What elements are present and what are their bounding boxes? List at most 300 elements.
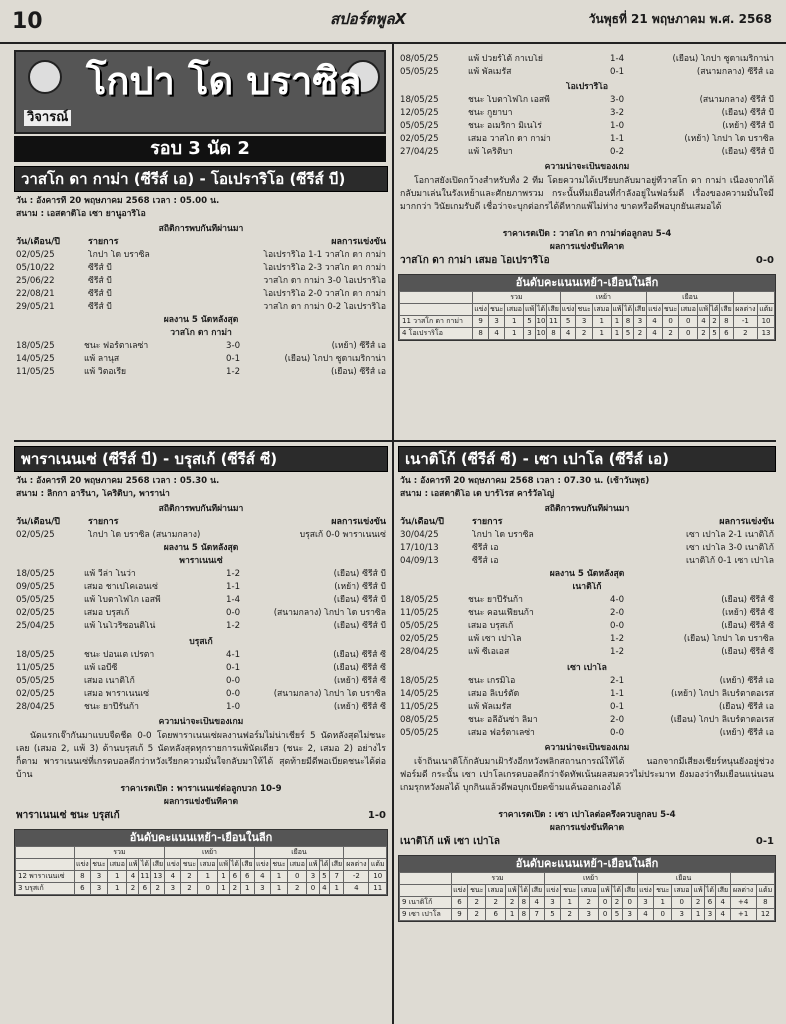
stat-cell: 3 bbox=[165, 883, 181, 895]
team-a-name: วาสโก ดา กาม่า bbox=[170, 328, 232, 338]
form-date: 05/05/25 bbox=[400, 728, 439, 738]
match-title: วาสโก ดา กาม่า (ซีรีส์ เอ) - โอเปราริโอ (ซีรีส์ บี) bbox=[14, 166, 388, 192]
sub-head: เสมอ bbox=[505, 304, 524, 316]
form-competition: (เหย้า) ซีรีส์ ซี bbox=[721, 608, 774, 618]
h2h-result: โอเปราริโอ 2-0 วาสโก ดา กาม่า bbox=[263, 289, 386, 299]
prediction-score: 1-0 bbox=[367, 810, 386, 821]
form-competition: (เยือน) โกปา ซูดาเมริกาน่า bbox=[284, 354, 386, 364]
form-date: 27/04/25 bbox=[400, 147, 439, 157]
stat-cell: 5 bbox=[560, 316, 576, 328]
extra-head bbox=[344, 847, 387, 859]
group-head: รวม bbox=[473, 292, 560, 304]
team-col-head bbox=[16, 847, 75, 859]
col-comp-head: รายการ bbox=[88, 237, 119, 247]
form-date: 18/05/25 bbox=[400, 95, 439, 105]
stat-cell: 8 bbox=[74, 871, 90, 883]
form-competition: (เหย้า) ซีรีส์ ซี bbox=[333, 676, 386, 686]
col-comp-head: รายการ bbox=[472, 517, 503, 527]
stat-cell: 8 bbox=[720, 316, 734, 328]
team-name: 9 เซา เปาโล bbox=[400, 909, 452, 921]
stat-cell: 11 bbox=[139, 871, 151, 883]
stat-cell: 4 bbox=[647, 316, 663, 328]
match-title: เนาติโก้ (ซีรีส์ ซี) - เซา เปาโล (ซีรีส์ เอ) bbox=[398, 446, 776, 472]
stat-cell: 1 bbox=[107, 883, 127, 895]
h2h-competition: ซีรีส์ บี bbox=[88, 263, 112, 273]
standings-table bbox=[398, 274, 776, 341]
sub-head: เสมอ bbox=[672, 885, 692, 897]
outlook-text: นัดแรกเจ๊ากันมาแบบจืดชืด 0-0 โดยพาราเนนเซ่ผลงานฟอร์มไม่น่าเชียร์ 5 นัดหลังสุดไม่ชนะเลย (เสมอ 2, แพ้ 3) ด้านบรุสเก้ 5 นัดหลังสุดทุกรายการแพ้นัดเดียว (ชนะ 2, เสมอ 2) อย่างไรก็ตาม พาราเนนเซ่ที่เกรดบอลดีกว่าหวังเรียกความมั่นใจกลับมาให้ได้ สุดท้ายมีดีพอเบียดชนะได้ต่อบ้าน bbox=[16, 731, 386, 780]
stat-cell: 2 bbox=[181, 871, 198, 883]
form-opponent: แพ้ โนโวริซอนติโน่ bbox=[84, 621, 156, 631]
stat-cell: 8 bbox=[518, 897, 529, 909]
form-score: 0-2 bbox=[610, 147, 625, 157]
form-score: 0-0 bbox=[610, 621, 625, 631]
standings-table bbox=[398, 855, 776, 922]
stat-cell: 5 bbox=[524, 316, 536, 328]
h2h-competition: โกปา โด บราซิล bbox=[472, 530, 534, 540]
form-competition: (สนามกลาง) ซีรีส์ เอ bbox=[696, 67, 774, 77]
prediction-score: 0-1 bbox=[755, 836, 774, 847]
sub-head: แข่ง bbox=[451, 885, 468, 897]
h2h-title: สถิติการพบกันที่ผ่านมา bbox=[544, 504, 630, 514]
form-score: 4-0 bbox=[610, 595, 625, 605]
form-date: 05/05/25 bbox=[16, 595, 55, 605]
form-competition: (เหย้า) โกปา ลิเบร์ตาดอเรส bbox=[671, 689, 774, 699]
h2h-result: โอเปราริโอ 2-3 วาสโก ดา กาม่า bbox=[263, 263, 386, 273]
stat-cell: 11 bbox=[547, 316, 561, 328]
stat-cell: 0 bbox=[623, 897, 638, 909]
sub-head: แต้ม bbox=[369, 859, 387, 871]
stat-cell: 6 bbox=[240, 871, 254, 883]
form-date: 05/05/25 bbox=[400, 121, 439, 131]
team-col-head bbox=[400, 873, 452, 885]
form-competition: (เหย้า) ซีรีส์ เอ bbox=[719, 676, 774, 686]
sub-head: ชนะ bbox=[468, 885, 486, 897]
form-score: 0-0 bbox=[226, 676, 241, 686]
form-date: 09/05/25 bbox=[16, 582, 55, 592]
form-score: 1-2 bbox=[226, 569, 241, 579]
sub-head: ชนะ bbox=[561, 885, 579, 897]
form-opponent: แพ้ ปวยร์โต้ กาเบโย่ bbox=[468, 54, 543, 64]
sub-head: ชนะ bbox=[90, 859, 107, 871]
prediction-text: วาสโก ดา กาม่า เสมอ โอเปราริโอ bbox=[400, 255, 550, 266]
stat-cell: 1 bbox=[330, 883, 344, 895]
h2h-result: โอเปราริโอ 1-1 วาสโก ดา กาม่า bbox=[263, 250, 386, 260]
sub-head: เสมอ bbox=[579, 885, 599, 897]
prediction-title: ผลการแข่งขันที่คาด bbox=[549, 823, 625, 833]
stat-cell: 2 bbox=[662, 328, 678, 340]
sub-head: เสีย bbox=[530, 885, 545, 897]
form-competition: (เยือน) ซีรีส์ บี bbox=[721, 108, 774, 118]
form-date: 11/05/25 bbox=[16, 663, 55, 673]
h2h-date: 29/05/21 bbox=[16, 302, 55, 312]
banner-title: โกปา โด บราซิล bbox=[86, 59, 362, 103]
stat-cell: 1 bbox=[506, 909, 518, 921]
form-opponent: แพ้ พัลเมรัส bbox=[468, 702, 512, 712]
prediction-title: ผลการแข่งขันที่คาด bbox=[549, 242, 625, 252]
sub-head: เสมอ bbox=[198, 859, 218, 871]
form-score: 1-0 bbox=[610, 121, 625, 131]
stat-cell: 4 bbox=[716, 897, 731, 909]
form-opponent: แพ้ โคริติบา bbox=[468, 147, 513, 157]
sub-head: ได้ bbox=[709, 304, 719, 316]
form-opponent: เสมอ บรุสเก้ bbox=[84, 608, 130, 618]
h2h-date: 25/06/22 bbox=[16, 276, 55, 286]
stat-cell: 3 bbox=[704, 909, 715, 921]
stat-cell: 2 bbox=[733, 328, 757, 340]
form-opponent: ชนะ กูยาบา bbox=[468, 108, 513, 118]
sub-head: เสมอ bbox=[107, 859, 127, 871]
stat-cell: 4 bbox=[530, 897, 545, 909]
standings-grid bbox=[15, 846, 387, 895]
stat-cell: 1 bbox=[611, 328, 623, 340]
form-competition: (เยือน) โกปา โด บราซิล bbox=[683, 634, 774, 644]
stat-cell: 4 bbox=[716, 909, 731, 921]
outlook-title: ความน่าจะเป็นของเกม bbox=[158, 717, 244, 727]
last5-title: ผลงาน 5 นัดหลังสุด bbox=[549, 569, 625, 579]
sub-head: แข่ง bbox=[473, 304, 489, 316]
stat-cell: 2 bbox=[486, 897, 506, 909]
form-competition: (เหย้า) ซีรีส์ ซี bbox=[333, 702, 386, 712]
form-score: 1-1 bbox=[610, 689, 625, 699]
stat-cell: 0 bbox=[599, 909, 611, 921]
form-date: 05/05/25 bbox=[400, 621, 439, 631]
outlook-title: ความน่าจะเป็นของเกม bbox=[544, 743, 630, 753]
stat-cell: 3 bbox=[488, 316, 504, 328]
form-score: 1-0 bbox=[226, 702, 241, 712]
sub-head: เสีย bbox=[720, 304, 734, 316]
sub-head: แพ้ bbox=[307, 859, 319, 871]
team-col-head bbox=[400, 292, 473, 304]
stat-cell: 3 bbox=[544, 897, 561, 909]
form-opponent: ชนะ อเมริกา มิเนโร่ bbox=[468, 121, 542, 131]
form-competition: (เยือน) ซีรีส์ เอ bbox=[719, 702, 774, 712]
h2h-result: บรุสเก้ 0-0 พาราเนนเซ่ bbox=[299, 530, 386, 540]
stat-cell: 6 bbox=[139, 883, 151, 895]
stat-cell: 4 bbox=[165, 871, 181, 883]
group-head: เยือน bbox=[647, 292, 733, 304]
form-competition: (เยือน) ซีรีส์ บี bbox=[721, 147, 774, 157]
h2h-competition: ซีรีส์ บี bbox=[88, 289, 112, 299]
form-date: 11/05/25 bbox=[16, 367, 55, 377]
form-opponent: แพ้ เซา เปาโล bbox=[468, 634, 522, 644]
form-score: 3-0 bbox=[610, 95, 625, 105]
stat-cell: 1 bbox=[240, 883, 254, 895]
stat-cell: 1 bbox=[198, 871, 218, 883]
stat-cell: 4 bbox=[319, 883, 330, 895]
form-competition: (เยือน) ซีรีส์ ซี bbox=[721, 621, 774, 631]
form-date: 18/05/25 bbox=[400, 676, 439, 686]
stat-cell: 2 bbox=[692, 897, 704, 909]
stat-cell: 4 bbox=[344, 883, 369, 895]
stat-cell: 0 bbox=[672, 897, 692, 909]
form-date: 12/05/25 bbox=[400, 108, 439, 118]
form-competition: (เยือน) ซีรีส์ บี bbox=[333, 595, 386, 605]
form-score: 1-1 bbox=[610, 134, 625, 144]
sub-head: แต้ม bbox=[758, 304, 775, 316]
match-date: วัน : อังคารที่ 20 พฤษภาคม 2568 เวลา : 05.00 น. bbox=[16, 196, 220, 206]
stat-cell: +4 bbox=[730, 897, 756, 909]
form-opponent: ชนะ คอนเฟียนก้า bbox=[468, 608, 534, 618]
form-date: 18/05/25 bbox=[16, 341, 55, 351]
form-opponent: เสมอ ลิเบร์ตัด bbox=[468, 689, 520, 699]
form-score: 3-2 bbox=[610, 108, 625, 118]
stat-cell: 5 bbox=[709, 328, 719, 340]
stat-cell: 1 bbox=[611, 316, 623, 328]
form-score: 1-2 bbox=[610, 634, 625, 644]
form-competition: (เยือน) โกปา ซูดาเมริกาน่า bbox=[672, 54, 774, 64]
prediction-title: ผลการแข่งขันที่คาด bbox=[163, 797, 239, 807]
form-score: 4-1 bbox=[226, 650, 241, 660]
stat-cell: 9 bbox=[451, 909, 468, 921]
team-b-name: เซา เปาโล bbox=[567, 663, 607, 673]
form-date: 18/05/25 bbox=[400, 595, 439, 605]
stat-cell: 0 bbox=[654, 909, 672, 921]
form-score: 0-0 bbox=[610, 728, 625, 738]
stat-cell: 2 bbox=[181, 883, 198, 895]
h2h-result: เซา เปาโล 3-0 เนาติโก้ bbox=[686, 543, 774, 553]
stat-cell: 3 bbox=[633, 316, 647, 328]
stat-cell: 3 bbox=[576, 316, 592, 328]
match-venue: สนาม : ลิกกา อารีนา, โคริติบา, พาราน่า bbox=[16, 489, 170, 499]
form-score: 2-0 bbox=[610, 715, 625, 725]
standings-table bbox=[14, 829, 388, 896]
sub-head: เสมอ bbox=[679, 304, 698, 316]
form-score: 0-1 bbox=[610, 702, 625, 712]
form-competition: (สนามกลาง) ซีรีส์ บี bbox=[699, 95, 774, 105]
sub-head: เสีย bbox=[623, 885, 638, 897]
stat-cell: 0 bbox=[679, 328, 698, 340]
stat-cell: 8 bbox=[473, 328, 489, 340]
match-1-continued bbox=[398, 40, 776, 436]
stat-cell: 2 bbox=[468, 909, 486, 921]
stat-cell: 1 bbox=[270, 883, 287, 895]
stat-cell: 3 bbox=[254, 883, 270, 895]
sub-head: ได้ bbox=[611, 885, 622, 897]
sub-head: แพ้ bbox=[524, 304, 536, 316]
sub-head: ผลต่าง bbox=[344, 859, 369, 871]
stat-cell: 6 bbox=[229, 871, 240, 883]
h2h-competition: โกปา โด บราซิล bbox=[88, 250, 150, 260]
stat-cell: 3 bbox=[672, 909, 692, 921]
form-date: 14/05/25 bbox=[400, 689, 439, 699]
h2h-competition: โกปา โด บราซิล (สนามกลาง) bbox=[88, 530, 201, 540]
form-opponent: เสมอ พาราเนนเซ่ bbox=[84, 689, 150, 699]
sub-head: แพ้ bbox=[599, 885, 611, 897]
sub-head: ผลต่าง bbox=[733, 304, 757, 316]
group-head: รวม bbox=[451, 873, 544, 885]
sub-head: เสีย bbox=[330, 859, 344, 871]
form-score: 1-2 bbox=[226, 621, 241, 631]
h2h-date: 04/09/13 bbox=[400, 556, 439, 566]
sub-head: แพ้ bbox=[127, 859, 139, 871]
round-label: รอบ 3 นัด 2 bbox=[14, 136, 386, 162]
sub-head: ชนะ bbox=[270, 859, 287, 871]
h2h-date: 30/04/25 bbox=[400, 530, 439, 540]
extra-head bbox=[733, 292, 774, 304]
stat-cell: -2 bbox=[344, 871, 369, 883]
team-b-name: บรุสเก้ bbox=[189, 637, 213, 647]
h2h-competition: ซีรีส์ เอ bbox=[472, 543, 499, 553]
team-a-name: พาราเนนเซ่ bbox=[179, 556, 223, 566]
stat-cell: 2 bbox=[633, 328, 647, 340]
h2h-title: สถิติการพบกันที่ผ่านมา bbox=[158, 224, 244, 234]
h2h-competition: ซีรีส์ เอ bbox=[472, 556, 499, 566]
stat-cell: 2 bbox=[579, 897, 599, 909]
sub-head: เสีย bbox=[151, 859, 165, 871]
form-competition: (เยือน) ซีรีส์ เอ bbox=[331, 367, 386, 377]
stat-cell: 0 bbox=[679, 316, 698, 328]
form-score: 1-4 bbox=[610, 54, 625, 64]
sub-head: แพ้ bbox=[611, 304, 623, 316]
form-date: 08/05/25 bbox=[400, 715, 439, 725]
stat-cell: 9 bbox=[473, 316, 489, 328]
form-date: 25/04/25 bbox=[16, 621, 55, 631]
sub-head: แข่ง bbox=[647, 304, 663, 316]
group-head: เหย้า bbox=[165, 847, 255, 859]
stat-cell: 6 bbox=[704, 897, 715, 909]
standings-grid bbox=[399, 872, 775, 921]
stat-cell: 2 bbox=[287, 883, 307, 895]
sub-head: แข่ง bbox=[637, 885, 654, 897]
last5-title: ผลงาน 5 นัดหลังสุด bbox=[163, 543, 239, 553]
group-head: เยือน bbox=[637, 873, 730, 885]
stat-cell: 4 bbox=[488, 328, 504, 340]
match-2 bbox=[14, 446, 388, 1024]
form-score: 3-0 bbox=[226, 341, 241, 351]
match-title: พาราเนนเซ่ (ซีรีส์ บี) - บรุสเก้ (ซีรีส์ ซี) bbox=[14, 446, 388, 472]
standings-title: อันดับคะแนนเหย้า-เยือนในลีก bbox=[399, 856, 775, 872]
match-3 bbox=[398, 446, 776, 1024]
row-divider bbox=[14, 440, 776, 442]
form-score: 2-1 bbox=[610, 676, 625, 686]
form-competition: (เหย้า) ซีรีส์ เอ bbox=[331, 341, 386, 351]
stat-cell: 2 bbox=[468, 897, 486, 909]
outlook-text: โอกาสยังเปิดกว้างสำหรับทั้ง 2 ทีม โดยความได้เปรียบกลับมาอยู่ที่วาสโก ดา กาม่า เนื่องจากได้กลับมาเล่นในรังเหย้าและศักยภาพรวม กระนั้นทีมเยือนที่กำลังอยู่ในฟอร์มดี เรื่องของความมั่นใจมีมากกว่า วินัยเกมรับดี เชื่อว่าจะบุกต่อกรได้ดีหากแพ้ไม่ห่าง ขาดหรือดีพอบุกยันเสมอได้ bbox=[400, 176, 774, 212]
sub-head: ได้ bbox=[139, 859, 151, 871]
form-competition: (เยือน) ซีรีส์ ซี bbox=[721, 595, 774, 605]
stat-cell: 6 bbox=[74, 883, 90, 895]
sub-head: เสีย bbox=[633, 304, 647, 316]
col-result-head: ผลการแข่งขัน bbox=[719, 517, 774, 527]
h2h-date: 05/10/22 bbox=[16, 263, 55, 273]
form-opponent: เสมอ ฟอร์ตาเลซ่า bbox=[468, 728, 535, 738]
stat-cell: 3 bbox=[90, 883, 107, 895]
form-opponent: ชนะ อลีอันซ่า ลิมา bbox=[468, 715, 538, 725]
form-competition: (เหย้า) ซีรีส์ เอ bbox=[719, 728, 774, 738]
stat-cell: 2 bbox=[576, 328, 592, 340]
stat-cell: 3 bbox=[307, 871, 319, 883]
stat-cell: 3 bbox=[579, 909, 599, 921]
stat-cell: 1 bbox=[217, 871, 229, 883]
stat-cell: 3 bbox=[637, 897, 654, 909]
stat-cell: 10 bbox=[369, 871, 387, 883]
form-score: 0-1 bbox=[610, 67, 625, 77]
h2h-result: วาสโก ดา กาม่า 3-0 โอเปราริโอ bbox=[263, 276, 386, 286]
h2h-title: สถิติการพบกันที่ผ่านมา bbox=[158, 504, 244, 514]
stat-cell: 2 bbox=[127, 883, 139, 895]
form-competition: (เหย้า) ซีรีส์ บี bbox=[722, 121, 774, 131]
sub-head: เสีย bbox=[547, 304, 561, 316]
form-competition: (สนามกลาง) โกปา โด บราซิล bbox=[273, 608, 386, 618]
stat-cell: 4 bbox=[254, 871, 270, 883]
form-opponent: ชนะ ฟอร์ตาเลซ่า bbox=[84, 341, 149, 351]
sub-head: ชนะ bbox=[181, 859, 198, 871]
form-competition: (เยือน) โกปา ลิเบร์ตาดอเรส bbox=[670, 715, 774, 725]
page-number: 10 bbox=[12, 9, 43, 34]
stat-cell: 2 bbox=[151, 883, 165, 895]
stat-cell: 13 bbox=[758, 328, 775, 340]
team-b-name: โอเปราริโอ bbox=[565, 82, 608, 92]
h2h-competition: ซีรีส์ บี bbox=[88, 302, 112, 312]
col-comp-head: รายการ bbox=[88, 517, 119, 527]
form-date: 02/05/25 bbox=[16, 608, 55, 618]
match-venue: สนาม : เอสตาดิโอ เซา ยานูอาริโอ bbox=[16, 209, 146, 219]
team-name: 11 วาสโก ดา กาม่า bbox=[400, 316, 473, 328]
sub-head: ชนะ bbox=[576, 304, 592, 316]
form-competition: (เยือน) ซีรีส์ ซี bbox=[333, 663, 386, 673]
sub-head: แพ้ bbox=[217, 859, 229, 871]
col-date-head: วัน/เดือน/ปี bbox=[16, 517, 60, 527]
form-score: 1-1 bbox=[226, 582, 241, 592]
h2h-competition: ซีรีส์ บี bbox=[88, 276, 112, 286]
stat-cell: -1 bbox=[733, 316, 757, 328]
sub-head: ได้ bbox=[518, 885, 529, 897]
stat-cell: 1 bbox=[505, 328, 524, 340]
stat-cell: 3 bbox=[90, 871, 107, 883]
sub-head: แข่ง bbox=[74, 859, 90, 871]
sub-head: ได้ bbox=[229, 859, 240, 871]
stat-cell: 2 bbox=[611, 897, 622, 909]
stat-cell: 1 bbox=[592, 316, 611, 328]
stat-cell: 2 bbox=[561, 909, 579, 921]
stat-cell: 8 bbox=[623, 316, 633, 328]
stat-cell: 4 bbox=[647, 328, 663, 340]
form-date: 28/04/25 bbox=[16, 702, 55, 712]
stat-cell: 8 bbox=[518, 909, 529, 921]
stat-cell: 13 bbox=[151, 871, 165, 883]
page-date: วันพุธที่ 21 พฤษภาคม พ.ศ. 2568 bbox=[588, 12, 772, 26]
form-date: 11/05/25 bbox=[400, 702, 439, 712]
form-score: 1-2 bbox=[226, 367, 241, 377]
stat-cell: 7 bbox=[330, 871, 344, 883]
form-date: 18/05/25 bbox=[16, 650, 55, 660]
h2h-date: 17/10/13 bbox=[400, 543, 439, 553]
form-competition: (เยือน) ซีรีส์ ซี bbox=[721, 647, 774, 657]
form-score: 0-0 bbox=[226, 608, 241, 618]
form-date: 05/05/25 bbox=[16, 676, 55, 686]
stat-cell: 4 bbox=[698, 316, 710, 328]
team-name: 12 พาราเนนเซ่ bbox=[16, 871, 75, 883]
match-1-top bbox=[14, 166, 388, 438]
form-date: 11/05/25 bbox=[400, 608, 439, 618]
form-opponent: แพ้ ลานุส bbox=[84, 354, 120, 364]
group-head: เยือน bbox=[254, 847, 344, 859]
stat-cell: 0 bbox=[287, 871, 307, 883]
form-date: 05/05/25 bbox=[400, 67, 439, 77]
stat-cell: 10 bbox=[758, 316, 775, 328]
col-result-head: ผลการแข่งขัน bbox=[331, 517, 386, 527]
h2h-result: เนาติโก้ 0-1 เซา เปาโล bbox=[686, 556, 774, 566]
stat-cell: 8 bbox=[756, 897, 774, 909]
standings-title: อันดับคะแนนเหย้า-เยือนในลีก bbox=[15, 830, 387, 846]
stat-cell: 2 bbox=[698, 328, 710, 340]
form-opponent: แพ้ วิตอเรีย bbox=[84, 367, 127, 377]
stat-cell: 2 bbox=[506, 897, 518, 909]
team-sub-head bbox=[400, 885, 452, 897]
sub-head: ชนะ bbox=[488, 304, 504, 316]
prediction-score: 0-0 bbox=[755, 255, 774, 266]
